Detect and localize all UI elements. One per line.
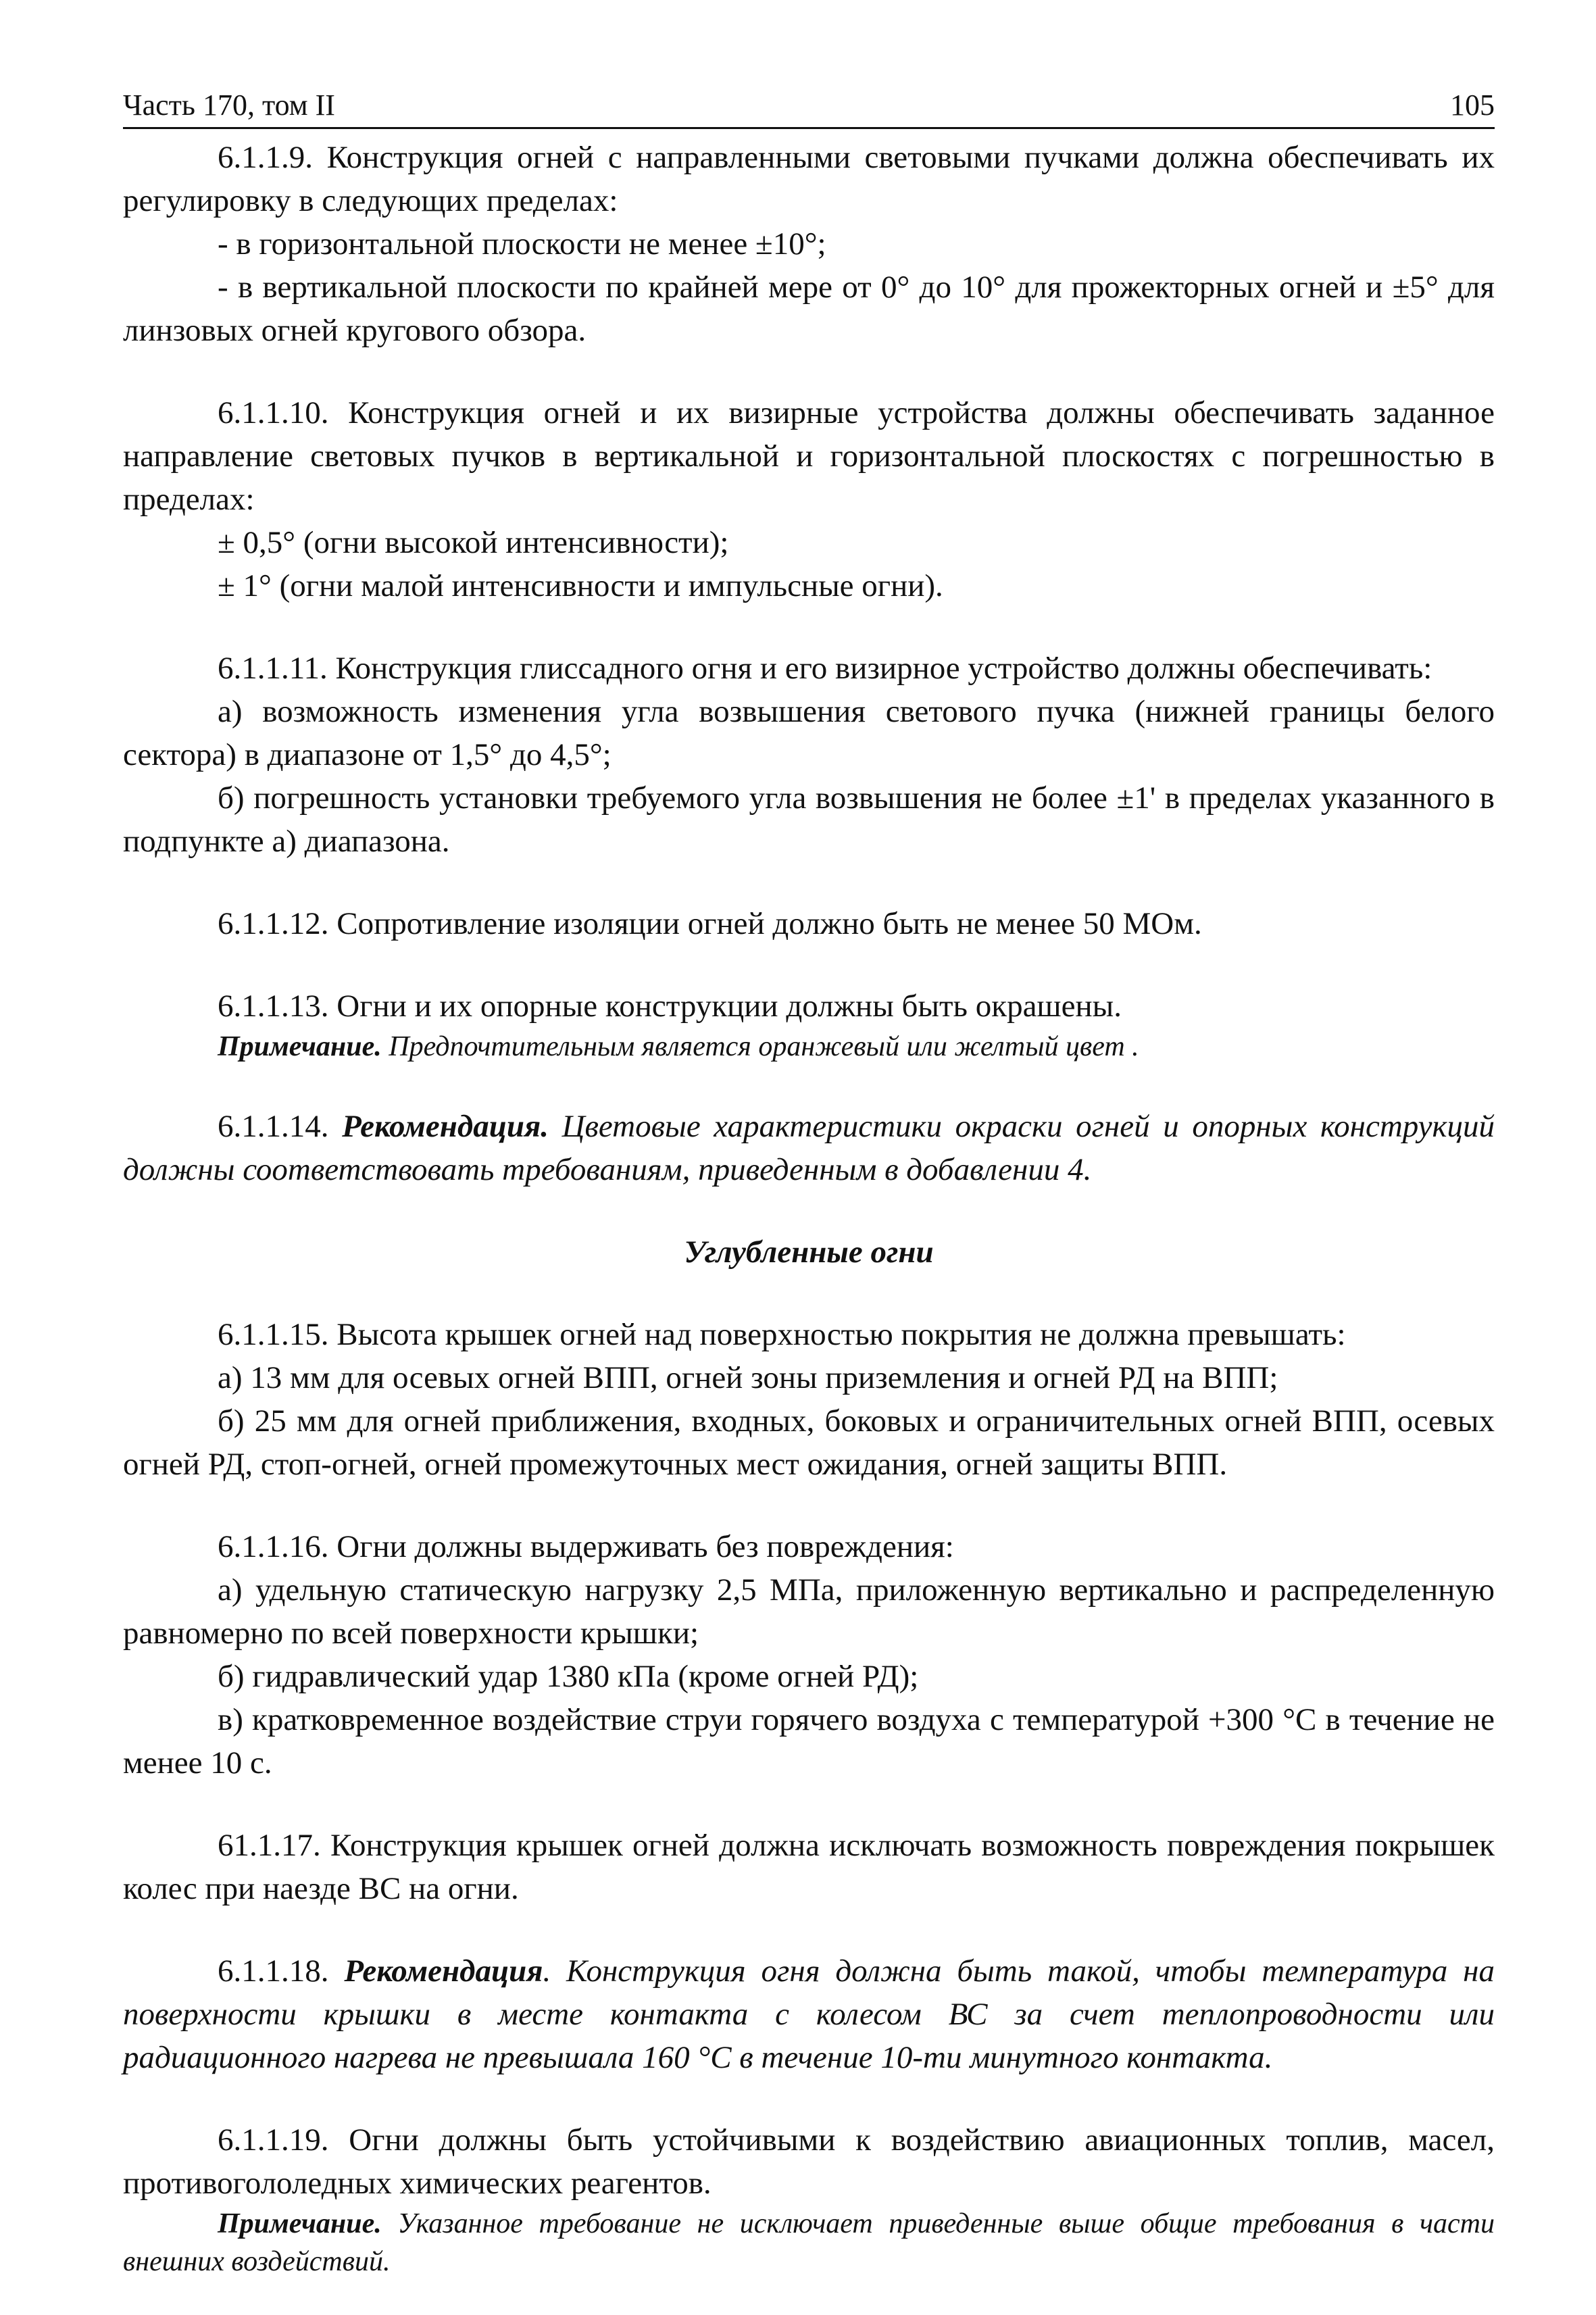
clause-6-1-1-17: 61.1.17. Конструкция крышек огней должна исключать возможность повреждения покрышек колес при наезде ВС на огни. — [123, 1828, 1495, 1906]
clause-6-1-1-14 — [123, 1105, 1495, 1191]
clause-6-1-1-15: 6.1.1.15. Высота крышек огней над поверхностью покрытия не должна превышать: — [218, 1317, 1346, 1352]
document-page — [123, 74, 1495, 2281]
recommendation-text: Цветовые характеристики окраски огней и опорных конструкций должны соответствовать требованиям, приведенным в добавлении 4. — [123, 1109, 1495, 1187]
clause-6-1-1-9: 6.1.1.9. Конструкция огней с направленными световыми пучками должна обеспечивать их регулировку в следующих пределах: — [123, 140, 1495, 218]
page-number: 105 — [1450, 89, 1495, 122]
clause-6-1-1-10-item-2: ± 1° (огни малой интенсивности и импульсные огни). — [218, 568, 943, 603]
section-title: Углубленные огни — [684, 1235, 934, 1270]
header-title: Часть 170, том II — [123, 89, 335, 122]
clause-6-1-1-10-item-1: ± 0,5° (огни высокой интенсивности); — [218, 525, 729, 560]
note-label: Примечание. — [218, 2208, 382, 2239]
clause-6-1-1-11-item-a: а) возможность изменения угла возвышения светового пучка (нижней границы белого сектора) в диапазоне от 1,5° до 4,5°; — [123, 694, 1495, 772]
note-label: Примечание. — [218, 1031, 382, 1062]
clause-6-1-1-16: 6.1.1.16. Огни должны выдерживать без повреждения: — [218, 1529, 954, 1564]
clause-6-1-1-12: 6.1.1.12. Сопротивление изоляции огней должно быть не менее 50 МОм. — [218, 906, 1202, 941]
recommendation-label: Рекомендация — [344, 1953, 543, 1989]
clause-6-1-1-19-note — [123, 2205, 1495, 2281]
clause-6-1-1-18 — [123, 1949, 1495, 2079]
clause-6-1-1-11: 6.1.1.11. Конструкция глиссадного огня и его визирное устройство должны обеспечивать: — [218, 651, 1432, 686]
clause-number: 6.1.1.14. — [218, 1109, 343, 1144]
clause-number: 6.1.1.18. — [218, 1953, 345, 1989]
clause-6-1-1-9-item-2: - в вертикальной плоскости по крайней мере от 0° до 10° для прожекторных огней и ±5° для линзовых огней кругового обзора. — [123, 270, 1495, 348]
clause-6-1-1-19: 6.1.1.19. Огни должны быть устойчивыми к воздействию авиационных топлив, масел, противогололедных химических реагентов. — [123, 2122, 1495, 2201]
clause-6-1-1-11-item-b: б) погрешность установки требуемого угла возвышения не более ±1' в пределах указанного в подпункте а) диапазона. — [123, 780, 1495, 859]
clause-6-1-1-10: 6.1.1.10. Конструкция огней и их визирные устройства должны обеспечивать заданное направление световых пучков в вертикальной и горизонтальной плоскостях с погрешностью в пределах: — [123, 395, 1495, 517]
running-header — [123, 74, 1495, 129]
recommendation-text: . Конструкция огня должна быть такой, чтобы температура на поверхности крышки в месте контакта с колесом ВС за счет теплопроводности или радиационного нагрева не превышала 160 °С в течение 10-ти минутного контакта. — [123, 1953, 1495, 2075]
clause-6-1-1-15-item-a: а) 13 мм для осевых огней ВПП, огней зоны приземления и огней РД на ВПП; — [218, 1360, 1278, 1395]
note-text: Указанное требование не исключает приведенные выше общие требования в части внешних воздействий. — [123, 2208, 1495, 2277]
note-text: Предпочтительным является оранжевый или желтый цвет . — [381, 1031, 1139, 1062]
clause-6-1-1-16-item-a: а) удельную статическую нагрузку 2,5 МПа, приложенную вертикально и распределенную равномерно по всей поверхности крышки; — [123, 1572, 1495, 1651]
clause-6-1-1-13-note — [123, 1028, 1495, 1066]
clause-6-1-1-16-item-c: в) кратковременное воздействие струи горячего воздуха с температурой +300 °С в течение не менее 10 с. — [123, 1702, 1495, 1781]
clause-6-1-1-15-item-b: б) 25 мм для огней приближения, входных, боковых и ограничительных огней ВПП, осевых огней РД, стоп-огней, огней промежуточных мест ожидания, огней защиты ВПП. — [123, 1403, 1495, 1482]
clause-6-1-1-9-item-1: - в горизонтальной плоскости не менее ±10°; — [218, 226, 826, 262]
clause-6-1-1-16-item-b: б) гидравлический удар 1380 кПа (кроме огней РД); — [218, 1659, 919, 1694]
recommendation-label: Рекомендация. — [342, 1109, 549, 1144]
clause-6-1-1-13: 6.1.1.13. Огни и их опорные конструкции должны быть окрашены. — [218, 989, 1122, 1024]
